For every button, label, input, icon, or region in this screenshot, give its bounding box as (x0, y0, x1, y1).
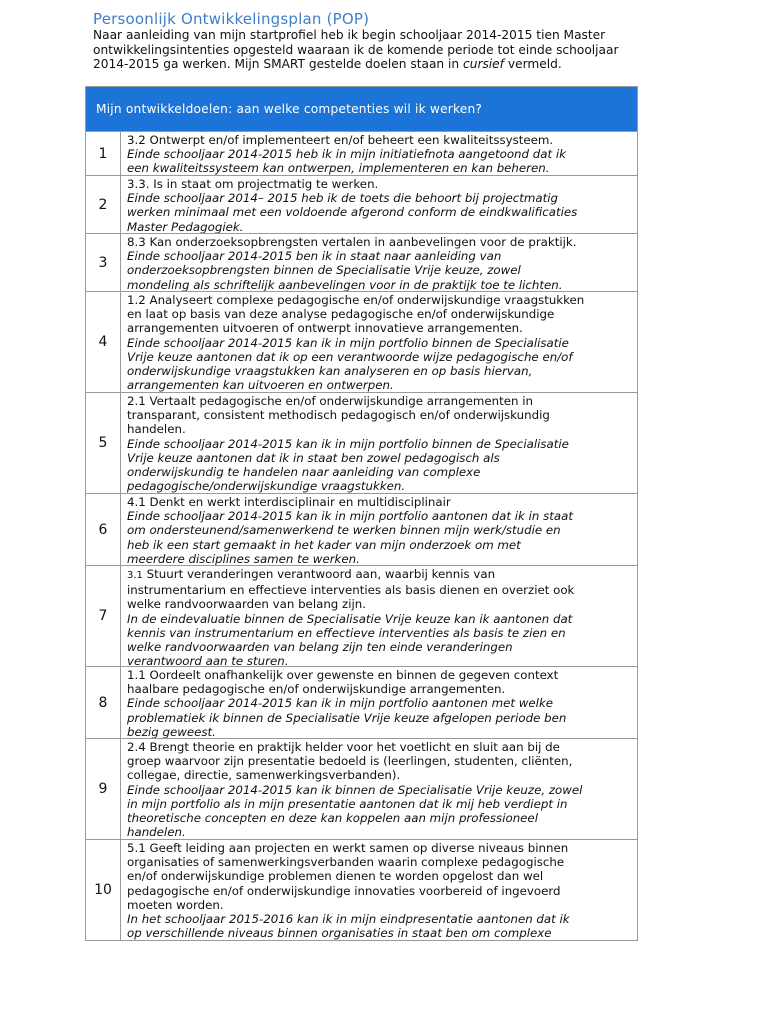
smart-goal-text: Vrije keuze aantonen dat ik in staat ben zowel pedagogisch als (127, 450, 500, 465)
smart-goal-text: kennis van instrumentarium en effectieve interventies als basis te zien en (127, 625, 566, 640)
smart-goal-text: handelen. (127, 825, 186, 839)
row-content-cell (121, 176, 638, 234)
row-number: 4 (86, 292, 121, 393)
row-content-cell (121, 840, 638, 941)
row-number: 9 (86, 739, 121, 840)
smart-goal-text: arrangementen kan uitvoeren en ontwerpen. (127, 378, 394, 392)
smart-goal-text: onderwijskundig te handelen naar aanleiding van complexe (127, 465, 481, 480)
row-content-cell (121, 234, 638, 292)
smart-goal-text: In het schooljaar 2015-2016 kan ik in mijn eindpresentatie aantonen dat ik (127, 912, 570, 927)
table-row (86, 667, 638, 739)
smart-goal-text: Einde schooljaar 2014-2015 heb ik in mijn initiatiefnota aangetoond dat ik (127, 147, 566, 162)
row-content-cell (121, 667, 638, 739)
row-number: 2 (86, 176, 121, 234)
competence-text: en laat op basis van deze analyse pedagogische en/of onderwijskundige (127, 307, 555, 322)
intro-line: ontwikkelingsintenties opgesteld waaraan ik de komende periode tot einde schooljaar (93, 42, 619, 57)
smart-goal-text: Einde schooljaar 2014– 2015 heb ik de toets die behoort bij projectmatig (127, 191, 559, 206)
row-number: 10 (86, 840, 121, 941)
smart-goal-text: heb ik een start gemaakt in het kader van mijn onderzoek om met (127, 537, 521, 552)
competence-text: instrumentarium en effectieve interventies als basis dienen en overziet ook (127, 583, 575, 598)
table-row (86, 393, 638, 494)
competence-line: Stuurt veranderingen verantwoord aan, waarbij kennis van (142, 567, 496, 581)
row-content-cell (121, 393, 638, 494)
smart-goal-text: een kwaliteitssysteem kan ontwerpen, implementeren en kan beheren. (127, 161, 550, 175)
smart-goal-text: onderzoeksopbrengsten binnen de Specialisatie Vrije keuze, zowel (127, 263, 521, 278)
competence-text: 8.3 Kan onderzoeksopbrengsten vertalen in aanbevelingen voor de praktijk. (127, 235, 577, 249)
competence-text: 2.4 Brengt theorie en praktijk helder voor het voetlicht en sluit aan bij de (127, 740, 560, 754)
goals-table (85, 86, 638, 941)
competence-text: 3.3. Is in staat om projectmatig te werken. (127, 177, 379, 191)
competence-text: en/of onderwijskundige problemen dienen te worden opgelost dan wel (127, 869, 544, 884)
smart-goal-text: Vrije keuze aantonen dat ik op een verantwoorde wijze pedagogische en/of (127, 349, 573, 364)
competence-text: 2.1 Vertaalt pedagogische en/of onderwijskundige arrangementen in (127, 394, 533, 408)
row-content-cell (121, 739, 638, 840)
table-row (86, 234, 638, 292)
row-number: 6 (86, 494, 121, 566)
intro-paragraph (93, 28, 673, 72)
smart-goal-text: Einde schooljaar 2014-2015 kan ik in mijn portfolio aantonen dat ik in staat (127, 509, 573, 524)
competence-text: moeten worden. (127, 897, 224, 912)
row-number: 1 (86, 132, 121, 176)
row-number: 5 (86, 393, 121, 494)
competence-code: 3.1 (127, 570, 143, 581)
smart-goal-text: In de eindevaluatie binnen de Specialisatie Vrije keuze kan ik aantonen dat (127, 611, 573, 626)
row-number: 7 (86, 566, 121, 667)
smart-goal-text: mondeling als schriftelijk aanbevelingen voor in de praktijk toe te lichten. (127, 277, 563, 291)
competence-text: 1.2 Analyseert complexe pedagogische en/of onderwijskundige vraagstukken (127, 293, 585, 307)
intro-italic-word: cursief (463, 57, 504, 71)
smart-goal-text: werken minimaal met een voldoende afgerond conform de eindkwalificaties (127, 205, 578, 220)
row-content-cell (121, 292, 638, 393)
competence-text (127, 567, 633, 583)
competence-text: organisaties of samenwerkingsverbanden waarin complexe pedagogische (127, 855, 565, 870)
competence-text: 4.1 Denkt en werkt interdisciplinair en multidisciplinair (127, 495, 451, 509)
table-header: Mijn ontwikkeldoelen: aan welke competenties wil ik werken? (86, 87, 638, 132)
competence-text: collegae, directie, samenwerkingsverbanden). (127, 768, 401, 783)
smart-goal-text: verantwoord aan te sturen. (127, 654, 289, 666)
competence-text: haalbare pedagogische en/of onderwijskundige arrangementen. (127, 682, 506, 697)
smart-goal-text: Einde schooljaar 2014-2015 ben ik in staat naar aanleiding van (127, 249, 502, 264)
competence-text: pedagogische en/of onderwijskundige innovaties voorbereid of ingevoerd (127, 883, 561, 898)
competence-text: 5.1 Geeft leiding aan projecten en werkt samen op diverse niveaus binnen (127, 841, 569, 855)
competence-text: handelen. (127, 422, 186, 437)
competence-text: 1.1 Oordeelt onafhankelijk over gewenste en binnen de gegeven context (127, 668, 559, 682)
table-row (86, 132, 638, 176)
table-row (86, 566, 638, 667)
smart-goal-text: Einde schooljaar 2014-2015 kan ik in mijn portfolio binnen de Specialisatie (127, 436, 569, 451)
row-content-cell (121, 494, 638, 566)
smart-goal-text: in mijn portfolio als in mijn presentatie aantonen dat ik mij heb verdiept in (127, 796, 568, 811)
table-row (86, 176, 638, 234)
competence-text: groep waarvoor zijn presentatie bedoeld is (leerlingen, studenten, cliënten, (127, 754, 573, 769)
competence-text: transparant, consistent methodisch pedagogisch en/of onderwijskundig (127, 408, 550, 423)
intro-line: Naar aanleiding van mijn startprofiel heb ik begin schooljaar 2014-2015 tien Master (93, 28, 606, 42)
competence-text: welke randvoorwaarden van belang zijn. (127, 597, 367, 612)
smart-goal-text: Master Pedagogiek. (127, 219, 244, 233)
smart-goal-text: op verschillende niveaus binnen organisaties in staat ben om complexe (127, 926, 552, 940)
smart-goal-text: onderwijskundige vraagstukken kan analyseren en op basis hiervan, (127, 364, 533, 379)
document-title: Persoonlijk Ontwikkelingsplan (POP) (93, 10, 370, 28)
table-row (86, 739, 638, 840)
table-row (86, 840, 638, 941)
smart-goal-text: Einde schooljaar 2014-2015 kan ik binnen de Specialisatie Vrije keuze, zowel (127, 782, 583, 797)
smart-goal-text: welke randvoorwaarden van belang zijn ten einde veranderingen (127, 640, 513, 655)
smart-goal-text: Einde schooljaar 2014-2015 kan ik in mijn portfolio aantonen met welke (127, 696, 554, 711)
smart-goal-text: meerdere disciplines samen te werken. (127, 551, 360, 565)
table-header-row (86, 87, 638, 132)
smart-goal-text: problematiek ik binnen de Specialisatie Vrije keuze afgelopen periode ben (127, 710, 567, 725)
row-number: 3 (86, 234, 121, 292)
row-number: 8 (86, 667, 121, 739)
smart-goal-text: Einde schooljaar 2014-2015 kan ik in mijn portfolio binnen de Specialisatie (127, 335, 569, 350)
row-content-cell (121, 566, 638, 667)
competence-text: arrangementen uitvoeren of ontwerpt innovatieve arrangementen. (127, 321, 523, 336)
competence-text: 3.2 Ontwerpt en/of implementeert en/of beheert een kwaliteitssysteem. (127, 133, 554, 147)
intro-text: 2014-2015 ga werken. Mijn SMART gestelde doelen staan in (93, 57, 464, 71)
table-row (86, 494, 638, 566)
intro-text: vermeld. (503, 57, 562, 71)
intro-line (93, 57, 673, 72)
row-content-cell (121, 132, 638, 176)
table-row (86, 292, 638, 393)
smart-goal-text: om ondersteunend/samenwerkend te werken binnen mijn werk/studie en (127, 523, 561, 538)
smart-goal-text: bezig geweest. (127, 724, 216, 738)
smart-goal-text: pedagogische/onderwijskundige vraagstukken. (127, 479, 406, 493)
smart-goal-text: theoretische concepten en deze kan koppelen aan mijn professioneel (127, 811, 538, 826)
